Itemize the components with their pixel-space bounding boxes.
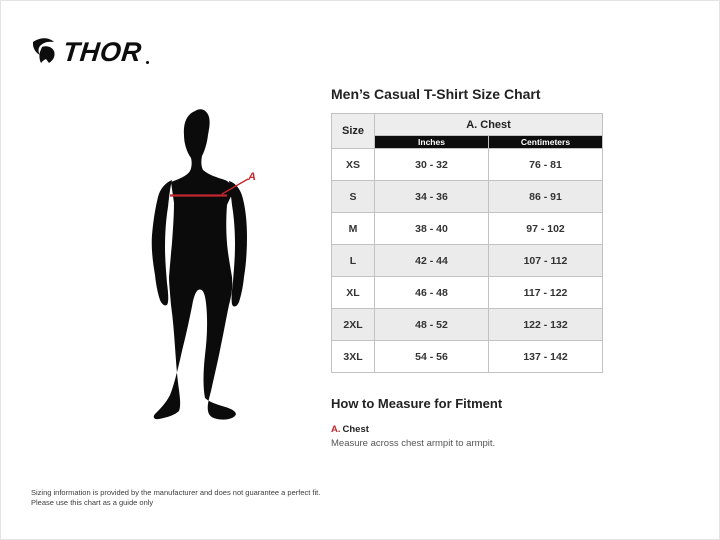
size-chart-title: Men’s Casual T-Shirt Size Chart — [331, 86, 541, 102]
chest-point-label: A — [248, 171, 256, 183]
how-to-measure-heading: How to Measure for Fitment — [331, 396, 503, 411]
body-measurement-figure — [129, 93, 301, 433]
measure-item-label — [331, 424, 603, 435]
centimeters-cell: 117 - 122 — [489, 277, 603, 309]
thor-helmet-icon — [31, 37, 59, 67]
centimeters-cell: 137 - 142 — [489, 341, 603, 373]
size-cell: S — [332, 181, 375, 213]
silhouette-left-arm — [152, 180, 172, 305]
brand-logo — [31, 37, 149, 67]
inches-cell: 38 - 40 — [375, 213, 489, 245]
size-chart-table — [331, 113, 603, 373]
inches-cell: 54 - 56 — [375, 341, 489, 373]
centimeters-cell: 122 - 132 — [489, 309, 603, 341]
table-row — [332, 149, 603, 181]
table-row — [332, 309, 603, 341]
inches-cell: 42 - 44 — [375, 245, 489, 277]
table-row — [332, 181, 603, 213]
centimeters-cell: 76 - 81 — [489, 149, 603, 181]
column-header-centimeters: Centimeters — [489, 136, 603, 149]
size-cell: M — [332, 213, 375, 245]
centimeters-cell: 86 - 91 — [489, 181, 603, 213]
measure-item-key: A. — [331, 424, 341, 435]
table-row — [332, 277, 603, 309]
measure-item-description: Measure across chest armpit to armpit. — [331, 438, 496, 449]
size-cell: XS — [332, 149, 375, 181]
column-header-size: Size — [332, 114, 375, 149]
size-cell: L — [332, 245, 375, 277]
trademark-dot — [146, 61, 149, 64]
table-row — [332, 341, 603, 373]
male-silhouette — [154, 109, 236, 419]
inches-cell: 48 - 52 — [375, 309, 489, 341]
size-cell: 2XL — [332, 309, 375, 341]
brand-wordmark: THOR — [61, 36, 144, 67]
measure-item-chest — [331, 424, 603, 449]
centimeters-cell: 97 - 102 — [489, 213, 603, 245]
size-cell: XL — [332, 277, 375, 309]
inches-cell: 30 - 32 — [375, 149, 489, 181]
centimeters-cell: 107 - 112 — [489, 245, 603, 277]
column-header-inches: Inches — [375, 136, 489, 149]
how-to-measure-section — [331, 396, 603, 449]
disclaimer — [31, 488, 320, 508]
disclaimer-line-2: Please use this chart as a guide only — [31, 498, 154, 508]
size-cell: 3XL — [332, 341, 375, 373]
inches-cell: 46 - 48 — [375, 277, 489, 309]
column-header-chest: A. Chest — [375, 114, 603, 136]
measure-item-name: Chest — [342, 424, 369, 435]
table-row — [332, 245, 603, 277]
table-row — [332, 213, 603, 245]
inches-cell: 34 - 36 — [375, 181, 489, 213]
size-chart-panel — [331, 86, 603, 449]
disclaimer-line-1: Sizing information is provided by the manufacturer and does not guarantee a perfect fit. — [31, 488, 321, 497]
